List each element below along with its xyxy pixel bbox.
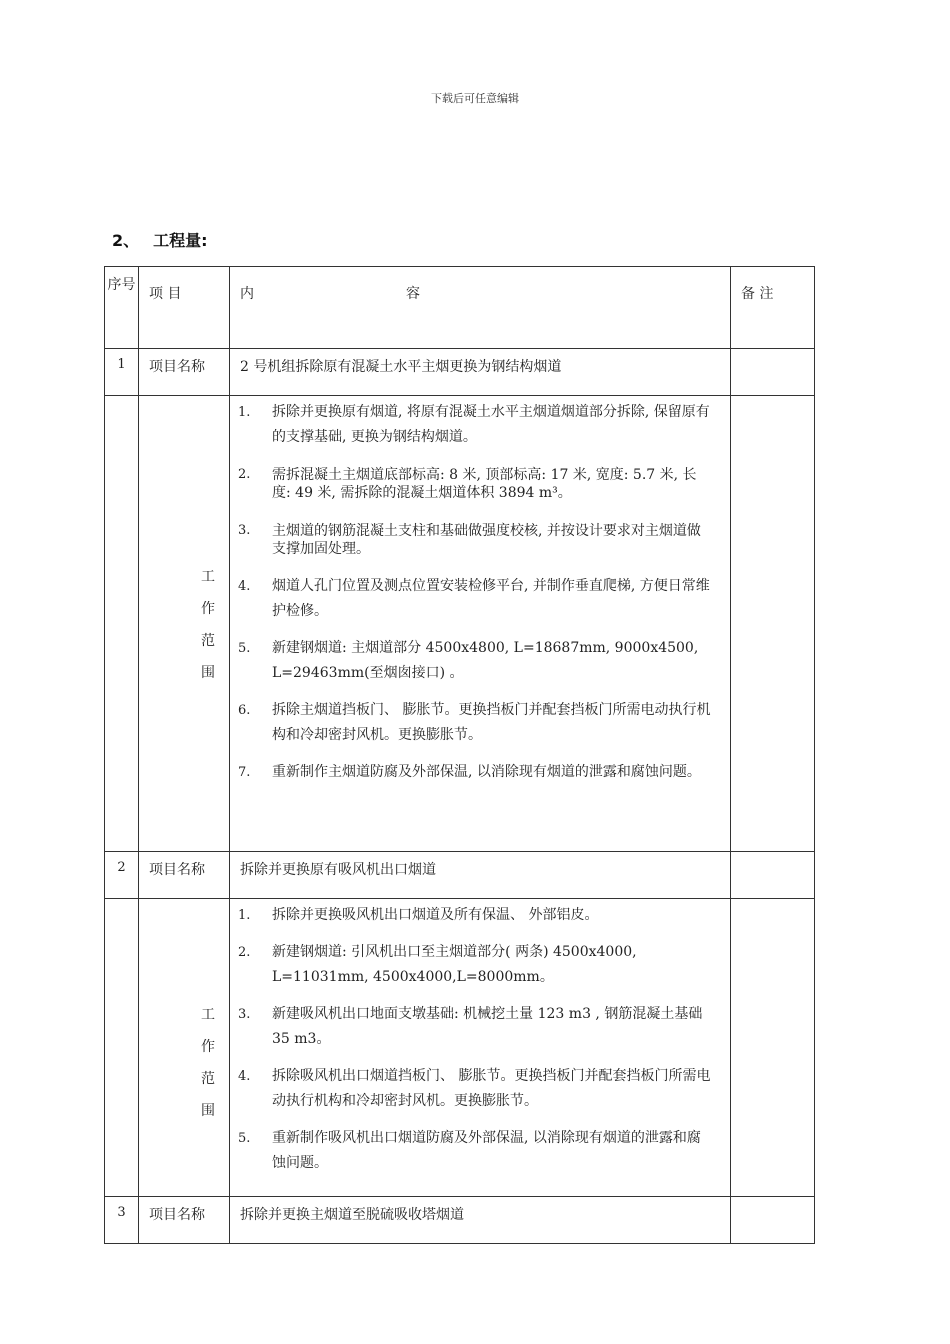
item-text: 拆除并更换原有烟道, 将原有混凝土水平主烟道烟道部分拆除, 保留原有的支撑基础, 更换为钢结构烟道。	[272, 404, 710, 445]
item-number: 3.	[238, 523, 251, 538]
scope-label	[139, 899, 230, 1197]
scope-char: 作	[201, 1039, 215, 1055]
quantity-table	[104, 266, 815, 1244]
scope-char: 围	[201, 1103, 215, 1119]
row-seq-empty	[105, 396, 139, 852]
item-number: 2.	[238, 467, 251, 482]
list-item	[238, 574, 712, 624]
scope-items	[230, 899, 731, 1197]
item-text: 新建钢烟道: 引风机出口至主烟道部分( 两条) 4500x4000, L=11031mm, 4500x4000,L=8000mm。	[272, 944, 637, 985]
row-project-name: 拆除并更换主烟道至脱硫吸收塔烟道	[230, 1197, 731, 1244]
page-header-note: 下载后可任意编辑	[431, 92, 519, 105]
row-seq: 2	[105, 852, 139, 899]
item-text: 重新制作吸风机出口烟道防腐及外部保温, 以消除现有烟道的泄露和腐蚀问题。	[272, 1130, 701, 1171]
row-remark	[731, 899, 815, 1197]
section-number: 2、	[112, 231, 140, 250]
header-seq: 序号	[105, 267, 139, 349]
scope-char: 范	[201, 633, 215, 649]
item-number: 5.	[238, 641, 251, 656]
scope-items	[230, 396, 731, 852]
table-row	[105, 349, 815, 396]
item-number: 5.	[238, 1131, 251, 1146]
row-remark	[731, 1197, 815, 1244]
item-text: 新建钢烟道: 主烟道部分 4500x4800, L=18687mm, 9000x4500, L=29463mm(至烟囱接口) 。	[272, 640, 699, 681]
item-number: 1.	[238, 405, 251, 420]
table-row	[105, 1197, 815, 1244]
item-number: 4.	[238, 1069, 251, 1084]
item-text: 重新制作主烟道防腐及外部保温, 以消除现有烟道的泄露和腐蚀问题。	[272, 764, 701, 780]
row-remark	[731, 852, 815, 899]
row-name-label: 项目名称	[139, 1197, 230, 1244]
header-content-left: 内	[240, 286, 254, 302]
scope-label	[139, 396, 230, 852]
row-project-name: 拆除并更换原有吸风机出口烟道	[230, 852, 731, 899]
list-item	[238, 1064, 712, 1114]
item-text: 需拆混凝土主烟道底部标高: 8 米, 顶部标高: 17 米, 宽度: 5.7 米, 长度: 49 米, 需拆除的混凝土烟道体积 3894 m³。	[272, 467, 697, 501]
list-item	[238, 903, 712, 928]
row-seq-empty	[105, 899, 139, 1197]
table-header-row	[105, 267, 815, 349]
row-remark	[731, 349, 815, 396]
item-number: 7.	[238, 765, 251, 780]
list-item	[238, 636, 712, 686]
scope-char: 围	[201, 665, 215, 681]
row-name-label: 项目名称	[139, 349, 230, 396]
item-number: 6.	[238, 703, 251, 718]
section-title-text: 工程量:	[153, 231, 208, 250]
header-remark: 备 注	[731, 267, 815, 349]
table-row	[105, 899, 815, 1197]
list-item	[238, 1126, 712, 1176]
row-seq: 1	[105, 349, 139, 396]
table-row	[105, 852, 815, 899]
item-number: 4.	[238, 579, 251, 594]
item-text: 拆除并更换吸风机出口烟道及所有保温、 外部铝皮。	[272, 907, 599, 923]
item-number: 2.	[238, 945, 251, 960]
row-project-name: 2 号机组拆除原有混凝土水平主烟更换为钢结构烟道	[230, 349, 731, 396]
list-item	[238, 940, 712, 990]
section-title	[112, 228, 208, 251]
item-text: 拆除吸风机出口烟道挡板门、 膨胀节。更换挡板门并配套挡板门所需电动执行机构和冷却密封风机。更换膨胀节。	[272, 1068, 711, 1109]
row-remark	[731, 396, 815, 852]
item-text: 新建吸风机出口地面支墩基础: 机械挖土量 123 m3 , 钢筋混凝土基础 35 m3。	[272, 1006, 703, 1047]
item-number: 3.	[238, 1007, 251, 1022]
row-name-label: 项目名称	[139, 852, 230, 899]
scope-char: 工	[201, 569, 215, 585]
list-item	[238, 400, 712, 450]
item-text: 拆除主烟道挡板门、 膨胀节。更换挡板门并配套挡板门所需电动执行机构和冷却密封风机。更换膨胀节。	[272, 702, 711, 743]
item-number: 1.	[238, 908, 251, 923]
item-text: 主烟道的钢筋混凝土支柱和基础做强度校核, 并按设计要求对主烟道做支撑加固处理。	[272, 523, 701, 557]
scope-char: 作	[201, 601, 215, 617]
header-content-right: 容	[406, 286, 420, 302]
row-seq: 3	[105, 1197, 139, 1244]
header-content	[230, 267, 731, 349]
scope-char: 范	[201, 1071, 215, 1087]
table-row	[105, 396, 815, 852]
list-item	[238, 462, 712, 502]
list-item	[238, 518, 712, 558]
list-item	[238, 1002, 712, 1052]
item-text: 烟道人孔门位置及测点位置安装检修平台, 并制作垂直爬梯, 方便日常维护检修。	[272, 578, 710, 619]
scope-char: 工	[201, 1007, 215, 1023]
header-project: 项 目	[139, 267, 230, 349]
list-item	[238, 698, 712, 748]
list-item	[238, 760, 712, 785]
